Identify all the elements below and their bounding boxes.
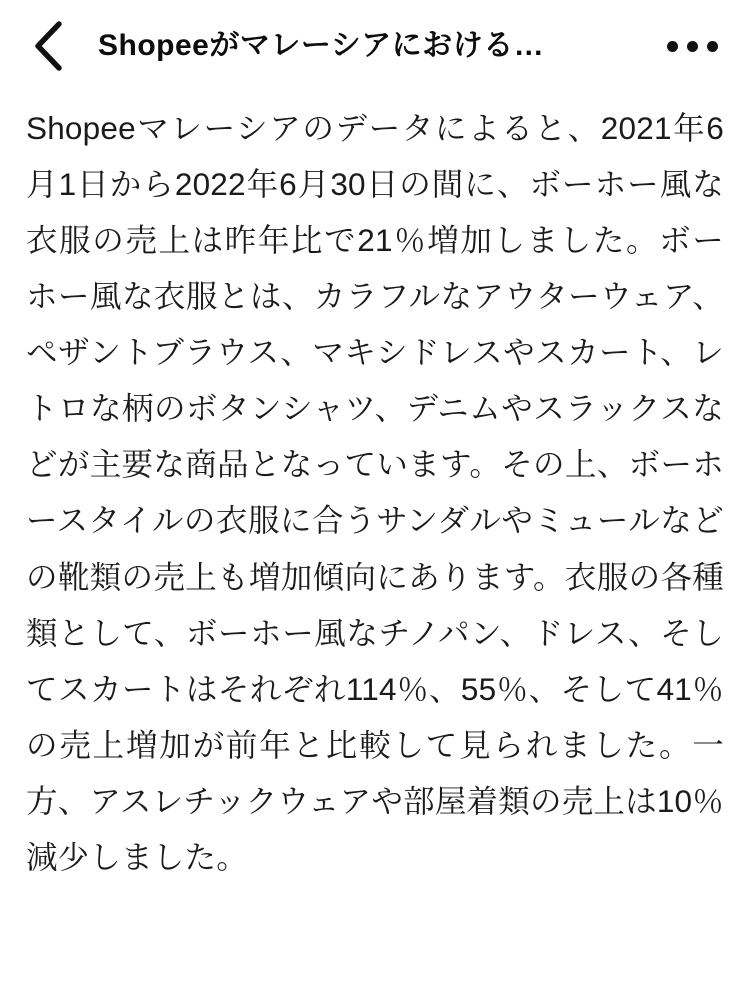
chevron-left-icon [29,20,69,72]
article-body [0,92,750,992]
more-horizontal-icon-dot-2 [687,41,698,52]
more-options-button[interactable] [660,19,724,73]
article-paragraph: Shopeeマレーシアのデータによると、2021年6月1日から2022年6月30日の間に、ボーホー風な衣服の売上は昨年比で21％増加しました。ボーホー風な衣服とは、カラフルなアウターウェア、ペザントブラウス、マキシドレスやスカート、レトロな柄のボタンシャツ、デニムやスラックスなどが主要な商品となっています。その上、ボーホースタイルの衣服に合うサンダルやミュールなどの靴類の売上も増加傾向にあります。衣服の各種類として、ボーホー風なチノパン、ドレス、そしてスカートはそれぞれ114％、55％、そして41％の売上増加が前年と比較して見られました。一方、アスレチックウェアや部屋着類の売上は10％減少しました。 [26,110,724,875]
page-title: Shopeeがマレーシアにおける… [98,29,545,62]
more-horizontal-icon-dot-3 [707,41,718,52]
back-button[interactable] [22,19,76,73]
top-app-bar [0,0,750,92]
more-horizontal-icon [667,41,678,52]
